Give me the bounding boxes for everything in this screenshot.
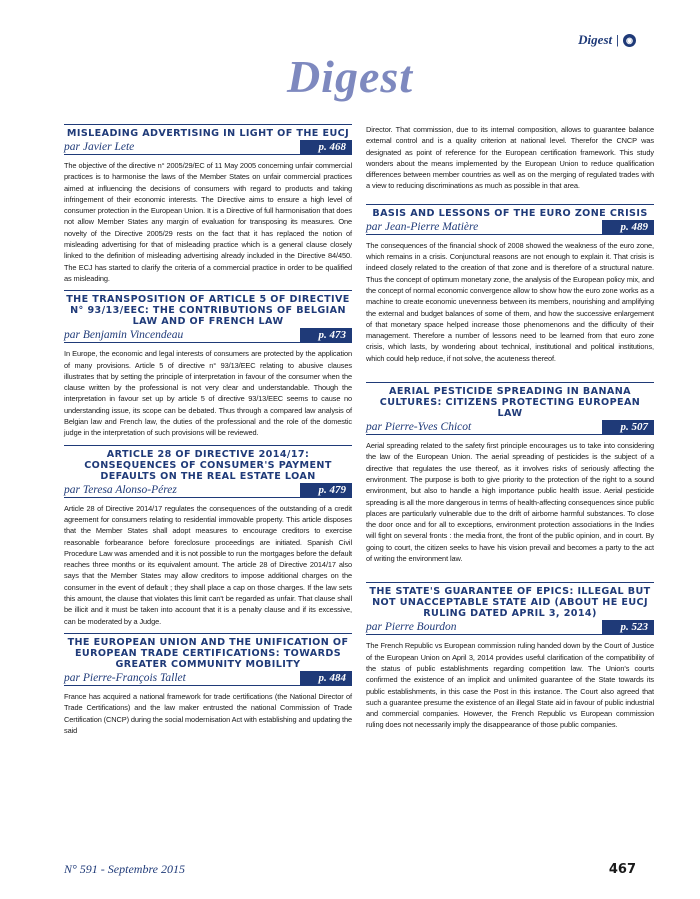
article-abstract: The objective of the directive n° 2005/29/EC of 11 May 2005 concerning unfair commercial practices is to harmonise the laws of the Member States on unfair commercial practices aimed at influencing the decisions of consumers with regard to products and taking infringement of their economic interests. The Directive aims to ensure a high level of consumer protection in the European Union. It is a Directive of full harmonisation that does not allow Member States any margin of evaluation for transposing its measures. One novelty of the Directive 2005/29 rests on the fact that it has replaced the notion of misleading advertising for that of misleading practice which is a general clause closely linked to the definition of misleading advertising already included in the Directive 84/450. The ECJ has started to clarify the criteria of a commercial practice in order to be qualified as misleading.: [64, 161, 352, 283]
article-abstract: Article 28 of Directive 2014/17 regulates the consequences of the outstanding of a credit agreement for consumers relating to residential immovable property. This article disposes that the Member States shall adopt measures to encourage creditors to exercise reasonable forbearance before foreclosure proceedings are initiated. Spanish Civil Procedure Law was amended and it is not possible to run the mortgages before the default reaches three months or its equivalent amount. The article 28 of Directive 2014/17 also says that the Member States may allow creditors to impose additional charges on the consumer in the event of default ; they shall place a cap on those charges. If the law sets this amount, the clause that violates this limit can't be regarded as unfair. That clause shall be illicit and it must be taken into account that it is a penalty clause and if its excessive, can be moderated by a Judge.: [64, 503, 352, 626]
article-title: MISLEADING ADVERTISING IN LIGHT OF THE EUCJ: [64, 124, 352, 139]
article-title: BASIS AND LESSONS OF THE EURO ZONE CRISIS: [366, 204, 654, 219]
page-reference[interactable]: p. 507: [602, 420, 654, 434]
issue-info: N° 591 - Septembre 2015: [64, 862, 186, 876]
article-state-guarantee-epics: [366, 582, 654, 730]
page-title: Digest: [286, 51, 414, 102]
article-author: par Pierre-Yves Chicot: [366, 421, 472, 434]
page-reference[interactable]: p. 468: [300, 140, 352, 154]
page-number: 467: [608, 862, 636, 877]
article-author: par Pierre Bourdon: [366, 621, 457, 634]
article-misleading-advertising: [64, 124, 352, 284]
spacer: [366, 370, 654, 382]
article-abstract: Aerial spreading related to the safety first principle encourages us to take into considering the law of the European Union. The aerial spreading of pesticides is the subject of a directive that regulates the use thereof, as it involves risks of seriously affecting the environment. The purpose is both to give priority to the protection of the right to a sound environment, but also to handle a high importance public health issue. Aerial pesticide spreading is all the more dangerous in terms of health-affecting consequences since public places are particularly vulnerable due to the drift of airborne harmful substances. To close the door once and for all to exceptions, environment protection associations in the Indies will fight on several fronts : the media front, the front of the public opinion, and in court. By going to court, the citizen seeks to have his vision prevail and becomes a party to the act of writing the environment law.: [366, 441, 654, 564]
article-byline: [366, 220, 654, 235]
page-reference[interactable]: p. 523: [602, 620, 654, 634]
article-author: par Benjamin Vincendeau: [64, 329, 184, 342]
article-byline: [64, 671, 352, 686]
page-reference[interactable]: p. 489: [602, 220, 654, 234]
article-title: ARTICLE 28 OF DIRECTIVE 2014/17: CONSEQUENCES OF CONSUMER'S PAYMENT DEFAULTS ON THE REAL ESTATE LOAN: [64, 445, 352, 482]
header-separator: |: [616, 32, 619, 47]
article-aerial-pesticide: [366, 382, 654, 564]
article-author: par Teresa Alonso-Pérez: [64, 483, 177, 496]
spacer: [366, 570, 654, 582]
article-euro-zone-crisis: [366, 204, 654, 364]
article-byline: [64, 140, 352, 155]
article-title: THE STATE'S GUARANTEE OF EPICS: ILLEGAL BUT NOT UNACCEPTABLE STATE AID (ABOUT HE EUCJ RULING DATED APRIL 3, 2014): [366, 582, 654, 619]
section-header: [578, 32, 636, 48]
article-title: AERIAL PESTICIDE SPREADING IN BANANA CULTURES: CITIZENS PROTECTING EUROPEAN LAW: [366, 382, 654, 419]
article-byline: [366, 620, 654, 635]
page-reference[interactable]: p. 484: [300, 671, 352, 685]
article-byline: [366, 420, 654, 435]
article-title: THE EUROPEAN UNION AND THE UNIFICATION OF EUROPEAN TRADE CERTIFICATIONS: TOWARDS GREATER COMMUNITY MOBILITY: [64, 633, 352, 670]
article-directive-2014-17: [64, 445, 352, 627]
journal-logo-icon: ◉: [623, 34, 636, 47]
article-abstract: The consequences of the financial shock of 2008 showed the weakness of the euro zone, which remains in a crisis. Conjunctural reasons are not enough to explain it. That crisis is indeed closely related to the creation of that zone and is therefore of a structural nature. Thus the concept of optimum monetary zone, the analysis of the European policy mix, and the concept of normal economic convergence allow to show how the euro zone works as a machine to create economic unevenness between its members, nourishing and amplifying the external and budget balances of some of them, and how the successive enlargement of that monetary space helped increase those phenomenons and the difficulty of their management. Therefore a number of lessons need to be learned from that euro zone crisis, which lasts, by wondering about technical, institutional and political institutions, which could help reduce, if not solve, the acuteness thereof.: [366, 240, 654, 363]
page-reference[interactable]: p. 473: [300, 328, 352, 342]
article-byline: [64, 328, 352, 343]
article-trade-certifications: [64, 633, 352, 736]
article-byline: [64, 483, 352, 498]
spacer: [366, 192, 654, 204]
article-author: par Jean-Pierre Matière: [366, 220, 479, 233]
article-transposition-article-5: [64, 290, 352, 438]
article-author: par Pierre-François Tallet: [64, 671, 186, 684]
left-column: [64, 124, 352, 742]
article-abstract: The French Republic vs European commission ruling handed down by the Court of Justice of the European Union on April 3, 2014 provides useful clarification of the compatibility of the status of public establishments regarding competition law. The Union's courts confirmed the existence of an implicit and unlimited guarantee of the State towards its public establishments, in this case the Post in this instance. The Court also agreed that such a guarantee presume the existence of an illegal State aid in favour of public industrial and commercial companies. However, the French Republic vs European commission ruling does not necessarily imply the disappearance of those public companies.: [366, 641, 654, 730]
article-continuation: Director. That commission, due to its internal composition, allows to guarantee balance external control and is a quality criterion at national level. Therefor the CNCP was designated as point of reference for the European certification framework. This study wonders about the means implemented by the European Union to reduce qualification differences between member countries as well as on the merging of regulated trades with a view to reducing discriminations as much as possible in that area.: [366, 125, 654, 191]
section-label: Digest: [578, 32, 613, 47]
right-column: [366, 124, 654, 737]
page-reference[interactable]: p. 479: [300, 483, 352, 497]
article-abstract: In Europe, the economic and legal interests of consumers are protected by the application of many provisions. Article 5 of directive n° 93/13/EEC relating to abusive clauses illustrates that by setting the principle of interpretation in favour of the consumer when the clause written by the professional is not very clear and understandable. Though the interpretation in favour set up by article 5 of directive 93/13/EEC seems to cause no understanding issue, its scope can be debated. Thus through a compared law analysis of Belgian law and French law, the duties of the professional and the role of the domestic judge in the interpretation of such provisions will be reviewed.: [64, 349, 352, 438]
article-author: par Javier Lete: [64, 141, 135, 153]
article-abstract: France has acquired a national framework for trade certifications (the National Director of Trade Certifications) and the law maker entrusted the national Commission of Trade Certification (CNCP) during the social modernisation Act with establishing and updating the said: [64, 691, 352, 735]
article-title: THE TRANSPOSITION OF ARTICLE 5 OF DIRECTIVE N° 93/13/EEC: THE CONTRIBUTIONS OF BELGIAN LAW AND OF FRENCH LAW: [64, 290, 352, 327]
